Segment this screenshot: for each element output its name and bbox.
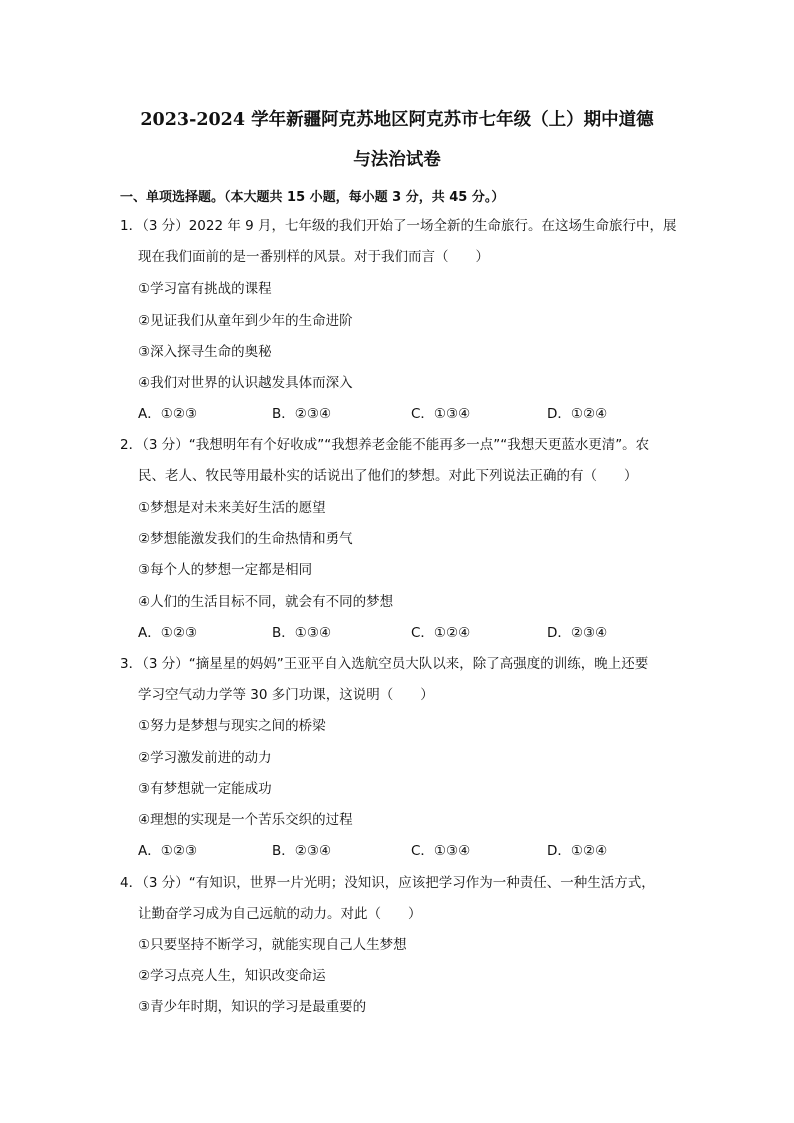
question-3-item-2: ②学习激发前进的动力	[138, 750, 272, 766]
question-3-option-b: B．②③④	[272, 843, 332, 859]
question-3-option-a: A．①②③	[138, 843, 198, 859]
question-2-option-a: A．①②③	[138, 625, 198, 641]
question-1-item-3: ③深入探寻生命的奥秘	[138, 344, 272, 360]
question-4-item-2: ②学习点亮人生，知识改变命运	[138, 968, 326, 984]
question-1-line-2: 现在我们面前的是一番别样的风景。对于我们而言（ ）	[138, 249, 489, 265]
question-1-item-1: ①学习富有挑战的课程	[138, 281, 272, 297]
question-2-option-b: B．①③④	[272, 625, 332, 641]
question-1-option-b: B．②③④	[272, 406, 332, 422]
question-3-line-1: 3．（3 分）“摘星星的妈妈”王亚平自入选航空员大队以来，除了高强度的训练，晚上还要	[120, 656, 649, 672]
question-4-item-3: ③青少年时期，知识的学习是最重要的	[138, 999, 367, 1015]
question-1-option-d: D．①②④	[547, 406, 608, 422]
question-3-option-c: C．①③④	[411, 843, 471, 859]
question-2-item-4: ④人们的生活目标不同，就会有不同的梦想	[138, 594, 394, 610]
question-2-item-3: ③每个人的梦想一定都是相同	[138, 562, 313, 578]
question-2-item-2: ②梦想能激发我们的生命热情和勇气	[138, 531, 353, 547]
question-2-item-1: ①梦想是对未来美好生活的愿望	[138, 500, 326, 516]
question-4-line-1: 4．（3 分）“有知识，世界一片光明；没知识，应该把学习作为一种责任、一种生活方式，	[120, 875, 655, 891]
question-3-item-1: ①努力是梦想与现实之间的桥梁	[138, 718, 326, 734]
question-4-item-1: ①只要坚持不断学习，就能实现自己人生梦想	[138, 937, 407, 953]
question-2-line-2: 民、老人、牧民等用最朴实的话说出了他们的梦想。对此下列说法正确的有（ ）	[138, 468, 638, 484]
question-1-option-c: C．①③④	[411, 406, 471, 422]
question-2-line-1: 2．（3 分）“我想明年有个好收成”“我想养老金能不能再多一点”“我想天更蓝水更清”。农	[120, 437, 650, 453]
question-3-item-4: ④理想的实现是一个苦乐交织的过程	[138, 812, 353, 828]
exam-title-line-1: 2023-2024 学年新疆阿克苏地区阿克苏市七年级（上）期中道德	[140, 110, 654, 130]
question-3-option-d: D．①②④	[547, 843, 608, 859]
question-1-item-4: ④我们对世界的认识越发具体而深入	[138, 375, 353, 391]
question-4-line-2: 让勤奋学习成为自己远航的动力。对此（ ）	[138, 906, 422, 922]
question-1-option-a: A．①②③	[138, 406, 198, 422]
question-3-item-3: ③有梦想就一定能成功	[138, 781, 272, 797]
exam-title-line-2: 与法治试卷	[353, 150, 441, 170]
question-2-option-d: D．②③④	[547, 625, 608, 641]
question-3-line-2: 学习空气动力学等 30 多门功课，这说明（ ）	[138, 687, 434, 703]
question-1-item-2: ②见证我们从童年到少年的生命进阶	[138, 313, 353, 329]
question-1-line-1: 1．（3 分）2022 年 9 月，七年级的我们开始了一场全新的生命旅行。在这场生命旅行中，展	[120, 218, 677, 234]
section-heading: 一、单项选择题。（本大题共 15 小题，每小题 3 分，共 45 分。）	[120, 190, 505, 205]
question-2-option-c: C．①②④	[411, 625, 471, 641]
